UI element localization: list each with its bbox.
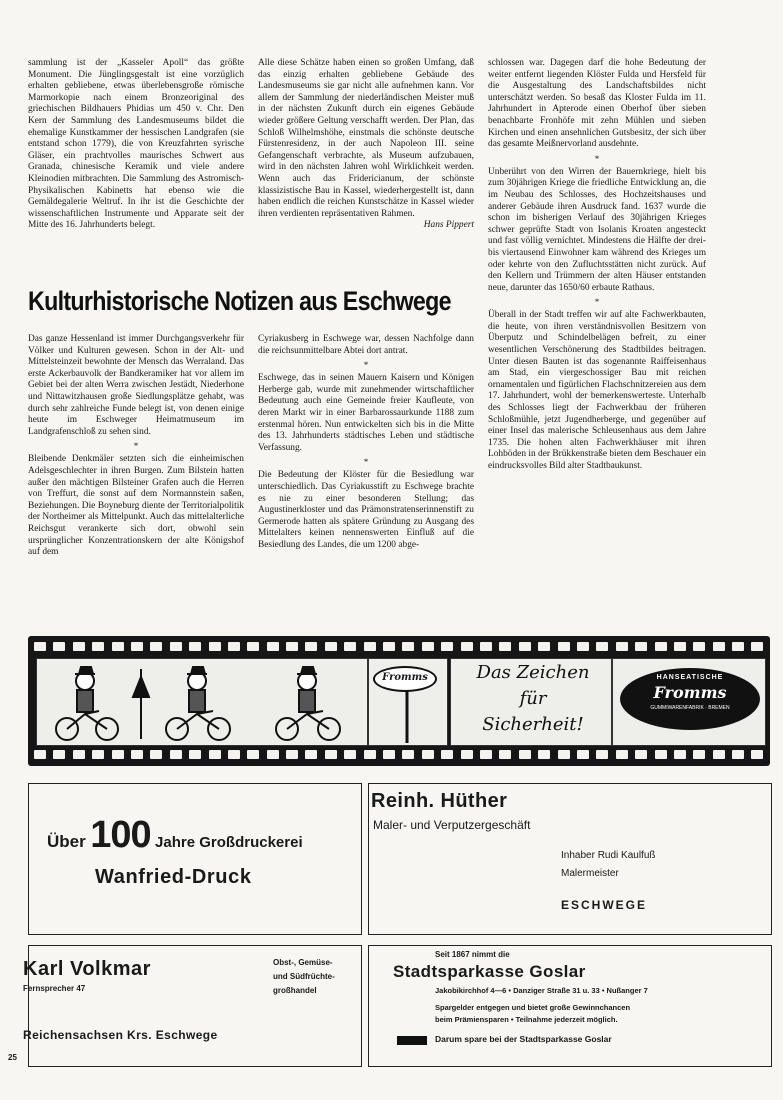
sprocket-hole [519,642,531,651]
article1-author: Hans Pippert [423,220,474,231]
sprocket-hole [713,642,725,651]
badge-name: Fromms [653,683,727,702]
article2-headline: Kulturhistorische Notizen aus Eschwege [28,286,451,316]
sprocket-hole [732,642,744,651]
volkmar-name: Karl Volkmar [23,958,151,980]
sprocket-hole [131,642,143,651]
goslar-offer-2: beim Prämiensparen • Teilnahme jederzeit möglich. [435,1015,618,1024]
fromms-filmstrip-ad [28,636,770,766]
article2-col3-p3: Überall in der Stadt treffen wir auf alte Fachwerkbauten, die heute, von ihren verständnisvollen Besitzern von Überputz und Schindelbelägen befreit, zu einer wesentlichen Verschönerung des Stadtbildes beitragen. Unter diesen Bauten ist das sogenannte Raiffeisenhaus am Stad, ein viergeschossiger Bau mit reichen ornamentalen und figürlichen Flachschnitzereien aus dem 17. Jahrhundert, wohl der bemerkenswerteste. Unterhalb des Schlosses liegt der Fachwerkbau der früheren Schloßmühle, jetzt Jugendherberge, und gegenüber auf einer Insel das malerische Schleusenhaus aus dem Jahre 1735. Die hohen alten Fachwerkhäuser mit ihren Lohböden in der Brükkenstraße bieten dem Beschauer ein eindrucksvolles Bild alter Stadtbaukunst. [488,310,706,471]
sprocket-hole [286,642,298,651]
volkmar-place: Reichensachsen Krs. Eschwege [23,1028,218,1042]
huether-name: Reinh. Hüther [371,790,508,812]
article2-col3-p2: Unberührt von den Wirren der Bauernkriege, hielt bis zum 30jährigen Kriege die friedliche Entwicklung an, die im Neubau des Schlosses, des Hochzeitshauses und anderer Gebäude ihren Ausdruck fand. 1637 wurde die schon im bisherigen Verlauf des 30jährigen Krieges schwer geprüfte Stadt von Isolanis Kroaten angesteckt und fast völlig vernichtet. Mindestens die Hälfte der drei- bis viertausend Einwohner kam während des Krieges um oder kehrte von den Zufluchtsstätten nicht zurück. Auf den Kellern und Trümmern der alten Häuser entstanden neue, darunter das 1650/60 erbaute Rathaus. [488,166,706,293]
sprocket-hole [674,642,686,651]
fromms-badge [618,666,762,732]
sprocket-hole [364,750,376,759]
huether-title: Malermeister [561,868,619,879]
sprocket-hole [34,642,46,651]
sprocket-hole [674,750,686,759]
goslar-address: Jakobikirchhof 4—6 • Danziger Straße 31 u. 33 • Nußanger 7 [435,986,648,995]
wanfried-suffix: Jahre Großdruckerei [155,834,303,851]
sprocket-hole [655,750,667,759]
sprocket-hole [480,750,492,759]
goslar-black-bar [397,1036,427,1045]
sprocket-hole [228,750,240,759]
sprocket-hole [751,642,763,651]
wanfried-name: Wanfried-Druck [95,866,252,888]
sprocket-hole [150,642,162,651]
sprocket-hole [170,642,182,651]
sprocket-hole [402,642,414,651]
sprocket-hole [616,750,628,759]
article2-column-2 [258,334,474,552]
badge-bottom: GUMMIWARENFABRIK · BREMEN [650,705,730,711]
cyclist-illustration [37,659,367,745]
huether-owner: Inhaber Rudi Kaulfuß [561,850,656,861]
sprocket-hole [422,750,434,759]
volkmar-goods-1: Obst-, Gemüse- [273,958,333,967]
film-sprocket-holes-top [34,642,764,652]
sprocket-hole [267,642,279,651]
sprocket-hole [209,642,221,651]
sprocket-hole [480,642,492,651]
cyclist-frames [36,658,368,746]
sprocket-hole [558,642,570,651]
article1-column-2 [258,58,474,232]
sprocket-hole [344,642,356,651]
film-sprocket-holes-bottom [34,750,764,760]
sprocket-hole [53,750,65,759]
article1-col1-text: sammlung ist der „Kasseler Apoll“ das größte Monument. Die Jünglingsgestalt ist eine vorzüglich erhalten gebliebene, etwas überlebensgroße römische Marmorkopie nach einem Bronzeoriginal des griechischen Bildhauers Phidias um 450 v. Chr. Den Kern der Sammlung des Landesmuseums bildet die ehemalige Kunstkammer der hessischen Landgrafen (sie entstand schon 1779), die von Kreuzfahrten syrische Gläser, ein prachtvolles maurisches Schwert aus Granada, chinesische Keramik und viele andere Kleinodien mitbrachten. Die Sammlung des Astromisch-Physikalischen Kabinetts hat ebenso wie die Gemäldegalerie Weltruf. In ihr ist die Geschichte der wissenschaftlichen Instrumente und Apparate seit der Mitte des 16. Jahrhunderts belegt. [28,58,244,231]
sprocket-hole [344,750,356,759]
huether-ad [368,783,772,935]
sprocket-hole [131,750,143,759]
article2-column-1 [28,334,244,559]
slogan-line-3: Sicherheit! [482,714,584,735]
sprocket-hole [73,750,85,759]
sprocket-hole [305,750,317,759]
goslar-since: Seit 1867 nimmt die [435,950,510,959]
article2-col2-p3: Die Bedeutung der Klöster für die Besiedlung war unterschiedlich. Das Cyriakusstift zu Eschwege brachte es nie zu einer besonderen Stellung; das Augustinerkloster und das Prämonstratenserinnenstift zu Germerode hatten als spätere Gründung zu Ausgang des Mittelalters keinen nennenswerten Einfluß auf die Besiedlung des Landes, die um 1200 abge- [258,470,474,550]
sprocket-hole [325,750,337,759]
wanfried-prefix: Über [47,832,86,851]
volkmar-phone: Fernsprecher 47 [23,984,86,993]
sprocket-hole [189,750,201,759]
sprocket-hole [441,750,453,759]
sprocket-hole [596,642,608,651]
sprocket-hole [34,750,46,759]
sprocket-hole [693,642,705,651]
slogan-line-1: Das Zeichen [476,662,590,683]
separator-star: * [594,153,600,164]
article2-col1-p2: Bleibende Denkmäler setzten sich die einheimischen Adelsgeschlechter in ihren Burgen. Zum Bilstein hatten außer den mächtigen Bilsteiner Grafen auch die Herren von Treffurt, die sonst auf dem Normannstein saßen, Beziehungen. Die Boyneburg diente der Territorialpolitik der Northeimer als Mittelpunkt. Auch das mittelalterliche Reichsgut verankerte sich dort, obwohl sein ursprünglicher Konzentrationskern der alte Königshof auf dem [28,454,244,558]
sprocket-hole [635,642,647,651]
sprocket-hole [441,642,453,651]
sprocket-hole [635,750,647,759]
sprocket-hole [92,750,104,759]
sprocket-hole [655,642,667,651]
volkmar-goods [273,956,335,998]
sprocket-hole [751,750,763,759]
sprocket-hole [402,750,414,759]
sprocket-hole [53,642,65,651]
badge-top: HANSEATISCHE [656,674,724,681]
sprocket-hole [461,750,473,759]
sprocket-hole [364,642,376,651]
sprocket-hole [92,642,104,651]
sprocket-hole [209,750,221,759]
sprocket-hole [713,750,725,759]
sprocket-hole [519,750,531,759]
article2-col1-p1: Das ganze Hessenland ist immer Durchgangsverkehr für Völker und Kulturen gewesen. Schon in der Alt- und Mittelsteinzeit bewohnte der Mensch das Werraland. Das erste Ackerbauvolk der Bandkeramiker hat vor allem im Gebiet bei der alten Werra zwischen Jestädt, Niederhone und Nittawitzhausen große Siedlungsplätze gehabt, was durch sehr zahlreiche Funde belegt ist, von denen einige heute im Eschweger Heimatmuseum im Landgrafenschloß zu sehen sind. [28,334,244,437]
goslar-name: Stadtsparkasse Goslar [393,962,586,981]
volkmar-ad [23,945,362,1067]
fromms-slogan [458,660,608,746]
article1-column-1 [28,58,244,232]
sprocket-hole [732,750,744,759]
sprocket-hole [170,750,182,759]
sprocket-hole [422,642,434,651]
sprocket-hole [150,750,162,759]
sprocket-hole [383,750,395,759]
huether-city: ESCHWEGE [561,898,648,912]
goslar-offer-1: Spargelder entgegen und bietet große Gewinnchancen [435,1003,631,1012]
separator-star: * [133,441,139,452]
sprocket-hole [461,642,473,651]
volkmar-goods-2: und Südfrüchte- [273,972,335,981]
sprocket-hole [538,750,550,759]
article2-column-3 [488,58,706,473]
sprocket-hole [383,642,395,651]
separator-star: * [594,297,600,308]
sprocket-hole [73,642,85,651]
article2-col2-p1: Cyriakusberg in Eschwege war, dessen Nachfolge dann die reichsunmittelbare Abtei dort antrat. [258,334,474,356]
volkmar-goods-3: großhandel [273,986,317,995]
sprocket-hole [616,642,628,651]
article1-col2-text: Alle diese Schätze haben einen so großen Umfang, daß das einzig erhalten gebliebene Gebäude des Landesmuseums sie gar nicht alle aufnehmen kann. Vor allem der Sammlung der niederländischen Meister muß in der nächsten Zukunft durch ein eigenes Gebäude wieder größere Geltung verschafft werden. Der Plan, das Schloß Wilhelmshöhe, einstmals die schönste deutsche Fürstenresidenz, in der auch Napoleon III. seine Gefangenschaft verbrachte, als Museum aufzubauen, wird in den nächsten Jahren wohl Wirklichkeit werden. Wenn auch das Fridericianum, der schönste klassizistische Bau in Kassel, wiederhergestellt ist, dann haben endlich die reichen Kunstschätze in Kassel wieder ihren verdienten repräsentativen Rahmen. [258,58,474,219]
sprocket-hole [247,750,259,759]
separator-star: * [363,360,369,371]
sprocket-hole [228,642,240,651]
goslar-offer [435,1002,630,1026]
huether-business: Maler- und Verputzergeschäft [373,818,531,832]
article2-col2-p2: Eschwege, das in seinen Mauern Kaisern und Königen Herberge gab, wurde mit zunehmender wirtschaftlicher Bedeutung auch eine Gemeinde freier Kaufleute, von deren Markt wir in einer Barbarossaurkunde 1188 zum erstenmal hören. Nun entwickelten sich bis in die Mitte des 13. Jahrhunderts städtisches Leben und städtische Verfassung. [258,373,474,453]
goslar-tagline: Darum spare bei der Stadtsparkasse Goslar [435,1034,612,1044]
sprocket-hole [325,642,337,651]
separator-star: * [363,457,369,468]
slogan-line-2: für [519,688,547,709]
sprocket-hole [577,750,589,759]
wanfried-number: 100 [90,814,151,856]
sprocket-hole [596,750,608,759]
goslar-ad [368,945,772,1067]
sprocket-hole [538,642,550,651]
sprocket-hole [112,750,124,759]
sprocket-hole [267,750,279,759]
sprocket-hole [286,750,298,759]
sprocket-hole [577,642,589,651]
fromms-signpost: Fromms [373,666,437,692]
sprocket-hole [189,642,201,651]
sprocket-hole [305,642,317,651]
article2-col3-p1: schlossen war. Dagegen darf die hohe Bedeutung der weiter entfernt liegenden Klöster Fulda und Hersfeld für die Ausgestaltung des Landschaftsbildes nicht unterschätzt werden. So besaß das Kloster Fulda im 11. Jahrhundert in Apterode einen Oberhof über sieben benachbarte Fronhöfe mit zehn Mühlen und sieben Kirchen und einen ansehnlichen Gutsbesitz, der sich über das gesamte Meißnervorland ausdehnte. [488,58,706,150]
page-number: 25 [8,1053,17,1062]
sprocket-hole [499,750,511,759]
sprocket-hole [247,642,259,651]
sprocket-hole [112,642,124,651]
sprocket-hole [693,750,705,759]
wanfried-druck-ad [28,783,362,935]
sprocket-hole [499,642,511,651]
sprocket-hole [558,750,570,759]
